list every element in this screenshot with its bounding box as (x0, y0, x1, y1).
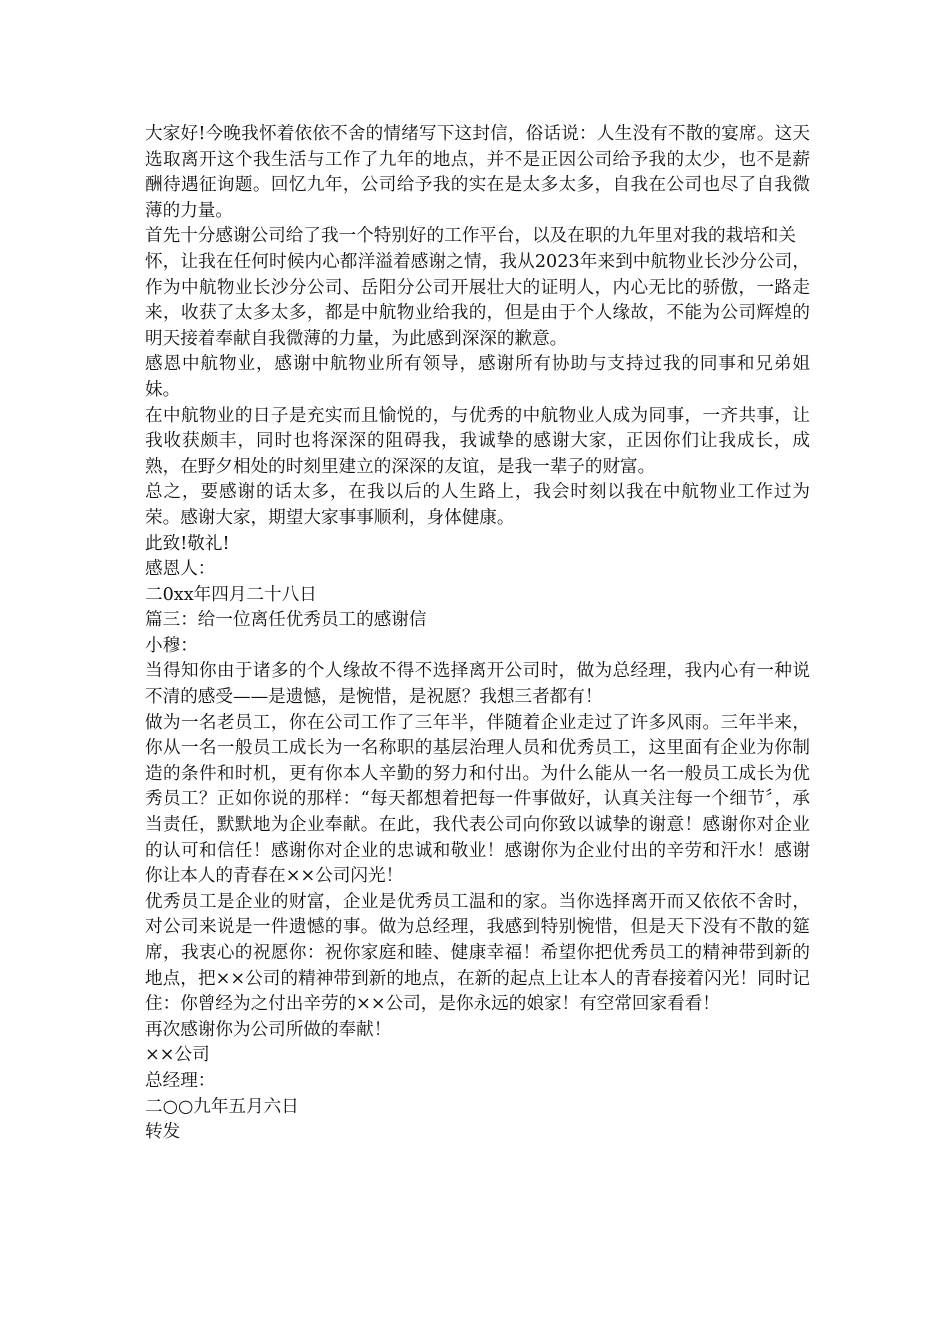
document-body (145, 122, 810, 1146)
paragraph-career: 做为一名老员工，你在公司工作了三年半，伴随着企业走过了许多风雨。三年半来，你从一名一般员工成长为一名称职的基层治理人员和优秀员工，这里面有企业为你制造的条件和时机，更有你本人辛勤的努力和付出。为什么能从一名一般员工成长为优秀员工？正如你说的那样：“每天都想着把每一件事做好，认真关注每一个细节〞，承当责任，默默地为企业奉献。在此，我代表公司向你致以诚挚的谢意！感谢你对企业的认可和信任！感谢你对企业的忠诚和敬业！感谢你为企业付出的辛劳和汗水！感谢你让本人的青春在××公司闪光！ (145, 712, 810, 887)
recipient-salutation: 小穆： (145, 635, 198, 656)
paragraph-conclusion: 总之，要感谢的话太多，在我以后的人生路上，我会时刻以我在中航物业工作过为荣。感谢大家，期望大家事事顺利，身体健康。 (145, 482, 810, 528)
paragraph-final-thanks: 再次感谢你为公司所做的奉献！ (145, 1019, 392, 1040)
paragraph-departure: 当得知你由于诸多的个人缘故不得不选择离开公司时，做为总经理，我内心有一种说不清的感受——是遗憾，是惋惜，是祝愿？我想三者都有！ (145, 661, 810, 708)
paragraph-thanks-platform: 首先十分感谢公司给了我一个特别好的工作平台，以及在职的九年里对我的栽培和关 (145, 226, 796, 247)
paragraph-thanks-continued: 怀，让我在任何时候内心都洋溢着感谢之情，我从2023年来到中航物业长沙分公司，作为中航物业长沙分公司、岳阳分公司开展壮大的证明人，内心无比的骄傲，一路走来，收获了太多太多，都是中航物业给我的，但是由于个人缘故，不能为公司辉煌的明天接着奉献自我微薄的力量，为此感到深深的歉意。 (145, 251, 810, 349)
signature-company: ××公司 (145, 1045, 210, 1066)
signature-manager: 总经理： (145, 1070, 216, 1091)
forward-text: 转发 (145, 1122, 181, 1143)
signature-label: 感恩人： (145, 559, 216, 580)
paragraph-wishes: 优秀员工是企业的财富，企业是优秀员工温和的家。当你选择离开而又依依不舍时，对公司来说是一件遗憾的事。做为总经理，我感到特别惋惜，但是天下没有不散的筵席，我衷心的祝愿你：祝你家庭和睦、健康幸福！希望你把优秀员工的精神带到新的地点，把××公司的精神带到新的地点，在新的起点上让本人的青春接着闪光！同时记住：你曾经为之付出辛劳的××公司，是你永远的娘家！有空常回家看看！ (145, 891, 810, 1015)
letter-date: 二0xx年四月二十八日 (145, 584, 317, 605)
paragraph-gratitude-leaders: 感恩中航物业，感谢中航物业所有领导，感谢所有协助与支持过我的同事和兄弟姐妹。 (145, 354, 810, 400)
paragraph-colleagues: 在中航物业的日子是充实而且愉悦的，与优秀的中航物业人成为同事，一齐共事，让我收获颇丰，同时也将深深的阻碍我，我诚挚的感谢大家，正因你们让我成长，成熟，在野夕相处的时刻里建立的深深的友谊，是我一辈子的财富。 (145, 405, 810, 477)
section-heading: 篇三：给一位离任优秀员工的感谢信 (145, 610, 427, 631)
paragraph-greeting: 大家好!今晚我怀着依依不舍的情绪写下这封信，俗话说：人生没有不散的宴席。这天选取离开这个我生活与工作了九年的地点，并不是正因公司给予我的太少，也不是薪酬待遇征询题。回忆九年，公司给予我的实在是太多太多，自我在公司也尽了自我微薄的力量。 (145, 124, 810, 221)
signature-date: 二○○九年五月六日 (145, 1096, 299, 1117)
closing-salutation: 此致!敬礼! (145, 533, 230, 554)
